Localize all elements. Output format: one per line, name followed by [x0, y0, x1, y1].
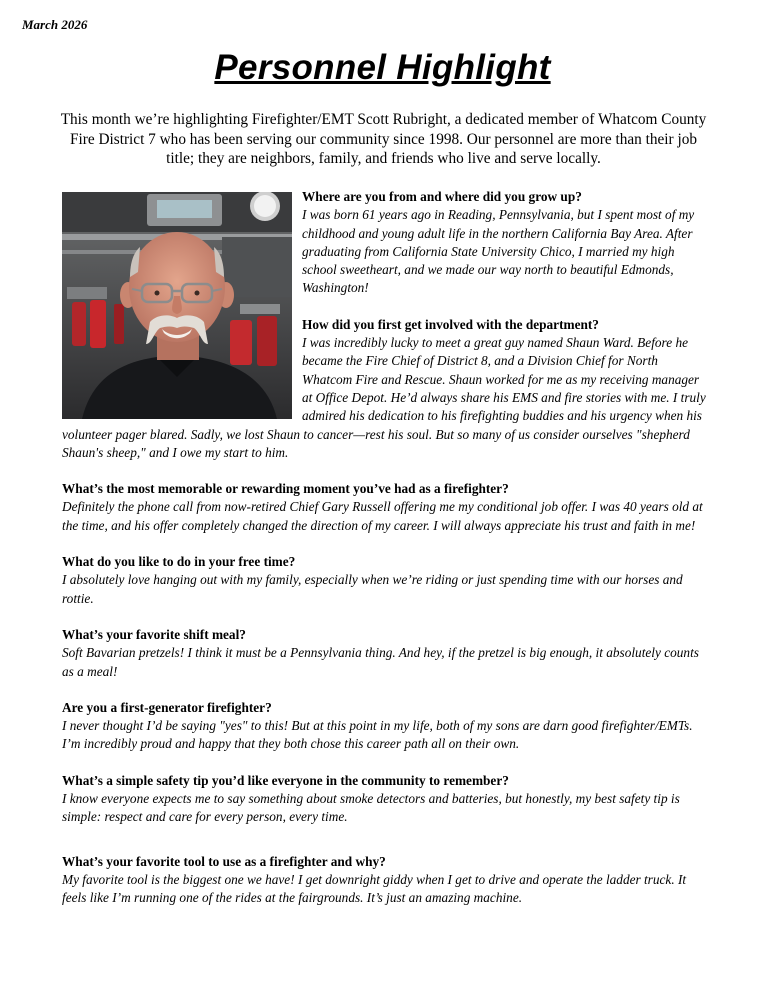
answer-2: I was incredibly lucky to meet a great guy named Shaun Ward. Before he became the Fire Chief of District 8, and a Division Chief for North Whatcom Fire and Rescue. Shaun worked for me as my receiving manager at Office Depot. He’d always share his EMS and fire stories with me. I truly admired his dedication to his firefighting buddies and his urgency when his volunteer pager blared. Sadly, we lost Shaun to cancer—rest his soul. But so many of us consider ourselves "shepherd Shaun's sheep," and I owe my start to him. [62, 335, 706, 460]
interview-content [62, 188, 710, 926]
question-6: Are you a first-generator firefighter? [62, 699, 272, 715]
question-2: How did you first get involved with the department? [302, 316, 599, 332]
issue-date: March 2026 [22, 17, 88, 32]
question-1: Where are you from and where did you grow up? [302, 189, 582, 204]
page-title: Personnel Highlight [214, 48, 551, 87]
question-7: What’s a simple safety tip you’d like everyone in the community to remember? [62, 772, 509, 788]
intro-paragraph: This month we’re highlighting Firefighter/EMT Scott Rubright, a dedicated member of Whatcom County Fire District 7 who has been serving our community since 1998. Our personnel are more than their job title; they are neighbors, family, and friends who live and serve locally. [60, 111, 707, 167]
answer-5: Soft Bavarian pretzels! I think it must be a Pennsylvania thing. And hey, if the pretzel is big enough, it absolutely counts as a meal! [62, 645, 699, 679]
portrait-image [62, 192, 292, 419]
question-5: What’s your favorite shift meal? [62, 626, 246, 642]
answer-4: I absolutely love hanging out with my family, especially when we’re riding or just spending time with our horses and rottie. [62, 572, 683, 606]
question-3: What’s the most memorable or rewarding moment you’ve had as a firefighter? [62, 481, 509, 497]
answer-1: I was born 61 years ago in Reading, Pennsylvania, but I spent most of my childhood and young adult life in the northern California Bay Area. After graduating from California State University Chico, I married my high school sweetheart, and we made our way north to beautiful Edmonds, Washington! [302, 207, 695, 296]
answer-3: Definitely the phone call from now-retired Chief Gary Russell offering me my conditional job offer. I was 40 years old at the time, and his offer completely changed the direction of my career. I will always appreciate his trust and faith in me! [62, 499, 703, 533]
question-8: What’s your favorite tool to use as a firefighter and why? [62, 853, 386, 869]
answer-6: I never thought I’d be saying "yes" to this! But at this point in my life, both of my sons are darn good firefighter/EMTs. I’m incredibly proud and happy that they both chose this career path all on their own. [62, 718, 693, 752]
answer-7: I know everyone expects me to say something about smoke detectors and batteries, but honestly, my best safety tip is simple: respect and care for every person, every time. [62, 791, 680, 825]
question-4: What do you like to do in your free time? [62, 554, 296, 570]
firefighter-portrait-photo [62, 192, 292, 419]
answer-8: My favorite tool is the biggest one we have! I get downright giddy when I get to drive and operate the ladder truck. It feels like I’m running one of the rides at the fairgrounds. It’s just an amazing machine. [62, 871, 687, 906]
